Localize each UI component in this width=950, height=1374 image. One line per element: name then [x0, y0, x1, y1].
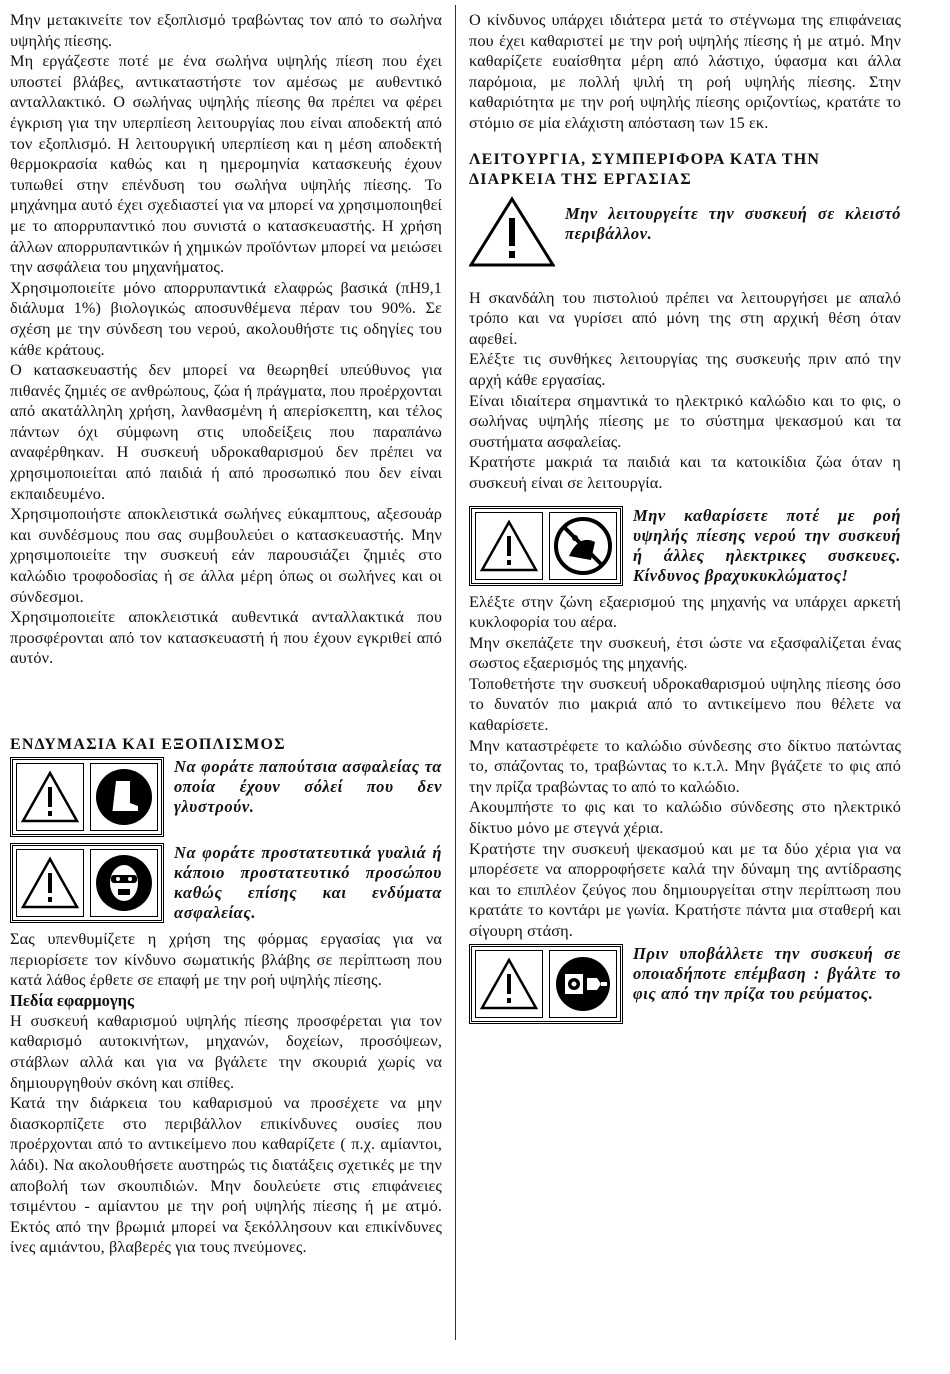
warning-text: Να φοράτε προστατευτικά γυαλιά ή κάποιο προστατευτικό προσώπου καθώς επίσης και ενδύματα ασφαλείας.	[174, 843, 442, 922]
warning-icon-box	[469, 506, 623, 586]
section-heading-clothing: ΕΝΔΥΜΑΣΙΑ ΚΑΙ ΕΞΟΠΛΙΣΜΟΣ	[10, 736, 286, 753]
warning-triangle-icon	[16, 849, 84, 917]
paragraph: Η συσκευή καθαρισμού υψηλής πίεσης προσφέρεται για τον καθαρισμό αυτοκινήτων, μηχανών, δοχείων, προσόψεων, στάβλων αλλά και για να βγάλετε την σκουριά χωρίς να δημιουργηθούν σκόνη και σπίθες.	[10, 1010, 442, 1092]
paragraph: Μη εργάζεστε ποτέ με ένα σωλήνα υψηλής πίεση που έχει υποστεί βλάβες, αντικαταστήστε τον αμέσως με αυθεντικό ανταλλακτικό. Ο σωλήνας υψηλής πίεσης θα πρέπει να φέρει έγκριση για την υπερπίεση λειτουργίας που είναι αποδεκτή από τον εξοπλισμό. Η λειτουργική υπερπίεση και η μέση αποδεκτή θερμοκρασία καθώς και η ημερομηνία κατασκευής έχουν τυπωθεί στην επένδυση του σωλήνα υψηλής πίεσης. Το μηχάνημα αυτό έχει σχεδιαστεί για να μπορεί να χρησιμοποιηθεί με το απορρυπαντικό που συνιστά ο κατασκευαστής. Η χρήση άλλων απορρυπαντικών ή χημικών προϊόντων μπορεί να μειώσει την ασφάλεια του μηχανήματος.	[10, 51, 442, 277]
warning-text: Μην καθαρίσετε ποτέ με ροή υψηλής πίεσης νερού την συσκευή ή άλλες ηλεκτρικες συσκευες. Κίνδυνος βραχυκυκλώματος!	[633, 505, 901, 585]
safety-boots-icon	[90, 763, 158, 831]
left-column	[10, 10, 442, 1258]
warning-triangle-icon	[16, 763, 84, 831]
paragraph: Χρησιμοποιήστε αποκλειστικά σωλήνες εύκαμπτους, αξεσουάρ και συνδέσμους που σας συμβουλεύει ο κατασκευαστής. Μην χρησιμοποιείτε την συσκευή εάν παρουσιάζει ζημιές στο καλώδιο τροφοδοσίας ή σε άλλα μέρη όπως οι σωλήνες και οι σύνδεσμοι.	[10, 504, 442, 606]
warning-icon-box	[469, 944, 623, 1024]
warning-shoes	[10, 757, 442, 837]
warning-triangle-icon	[469, 196, 555, 268]
paragraph: Κρατήστε την συσκευή ψεκασμού και με τα δύο χέρια για να μπορέσετε να απορροφήσετε καλά την δύναμη της αντίδρασης και το επιπλέον ζεύγος που δημιουργείται στην περίπτωση που κρατάτε το κοντάρι με γωνία. Κρατήστε πάντα μια σταθερή και σίγουρη στάση.	[469, 838, 901, 940]
paragraph: Η σκανδάλη του πιστολιού πρέπει να λειτουργήσει με απαλό τρόπο και να γυρίσει από μόνη της στη αρχική θέση όταν αφεθεί.	[469, 287, 901, 348]
paragraph: Κρατήστε μακριά τα παιδιά και τα κατοικίδια ζώα όταν η συσκευή είναι σε λειτουργία.	[469, 452, 901, 492]
section-heading-operation: ΛΕΙΤΟΥΡΓΙΑ, ΣΥΜΠΕΡΙΦΟΡΑ ΚΑΤΑ ΤΗΝ ΔΙΑΡΚΕΙΑ ΤΗΣ ΕΡΓΑΣΙΑΣ	[469, 150, 821, 188]
warning-text: Πριν υποβάλλετε την συσκευή σε οποιαδήποτε επέμβαση : βγάλτε το φις από την πρίζα του ρεύματος.	[633, 943, 901, 1003]
paragraph: Ο κατασκευαστής δεν μπορεί να θεωρηθεί υπεύθυνος για πιθανές ζημιές σε ανθρώπους, ζώα ή πράγματα, που προέρχονται από ακατάλληλη χρήση, λανθασμένη ή απερίσκεπτη, και τέλος πάντων όχι σύμφωνη στις υποδείξεις που παραπάνω αναφέρθηκαν. Η συσκευή υδροκαθαρισμού δεν πρέπει να χρησιμοποιείται από παιδιά ή από προσωπικό που δεν είναι εκπαιδευμένο.	[10, 360, 442, 503]
warning-text: Να φοράτε παπούτσια ασφαλείας τα οποία έχουν σόλεί που δεν γλυστρούν.	[174, 757, 442, 816]
warning-triangle-icon	[475, 512, 543, 580]
warning-text: Μην λειτουργείτε την συσκευή σε κλειστό περιβάλλον.	[565, 203, 901, 243]
paragraph: Κατά την διάρκεια του καθαρισμού να προσέχετε να μην διασκορπίζετε στο περιβάλλον επικίνδυνες ουσίες που προέρχονται από το αντικείμενο που καθαρίζετε ( π.χ. αμίαντοι, λάδι). Να ακολουθήσετε αυστηρώς τις διατάξεις σχετικές με την αποβολή των σκουπιδιών. Μην δουλεύετε στις επιφάνειες τσιμέντου - αμίαντου με την ροή υψηλής πίεσης ή με ατμό. Εκτός από την βρωμιά μπορεί να ξεκόλλησουν και επικίνδυνες ίνες αμιάντου, βλαβερές για τους πνεύμονες.	[10, 1093, 442, 1257]
unplug-icon	[549, 950, 617, 1018]
no-water-on-electrics-icon	[549, 512, 617, 580]
paragraph: Ο κίνδυνος υπάρχει ιδιάτερα μετά το στέγνωμα της επιφάνειας που έχει καθαριστεί με την ροή υψηλής πίεσης ή με ατμό. Μην καθαρίζετε ευαίσθητα μέρη από λάστιχο, ύφασμα και άλλα παρόμοια, με πολλή ψιλή τη ροή υψηλής πίεσης. Στην καθαριότητα με την ροή υψηλής πίεσης οριζοντίως, κρατάτε το στόμιο σε μία ελάχιστη απόσταση των 15 εκ.	[469, 10, 901, 132]
paragraph: Τοποθετήστε την συσκευή υδροκαθαρισμού υψηλης πίεσης όσο το δυνατόν πιο μακριά από το αντικείμενο που θέλετε να καθαρίσετε.	[469, 673, 901, 735]
paragraph: Μην σκεπάζετε την συσκευή, έτσι ώστε να εξασφαλίζεται ένας σωστος εξαερισμός της μηχανής.	[469, 632, 901, 673]
warning-enclosed-space	[469, 196, 901, 268]
paragraph: Ακουμπήστε το φις και το καλώδιο σύνδεσης στο ηλεκτρικό δίκτυο μόνο με στεγνά χέρια.	[469, 797, 901, 838]
paragraph: Σας υπενθυμίζετε η χρήση της φόρμας εργασίας για να περιορίσετε τον κίνδυνο σωματικής βλάβης σε περίπτωση που κατά λάθος έρθετε σε επαφή με την ροή υψηλής πίεσης.	[10, 929, 442, 990]
paragraph: Χρησιμοποιείτε αποκλειστικά αυθεντικά ανταλλακτικά που προσφέρονται από τον κατασκευαστή ή που έχουν εγκριθεί από αυτόν.	[10, 607, 442, 668]
subheading-application-fields: Πεδία εφαρμογης	[10, 990, 134, 1010]
warning-icon-box	[10, 843, 164, 923]
paragraph: Είναι ιδιαίτερα σημαντικά το ηλεκτρικό καλώδιο και το φις, ο σωλήνας υψηλής πίεσης με το σύστημα ψεκασμού και τα συστήματα ασφαλείας.	[469, 390, 901, 451]
right-column	[469, 10, 901, 1030]
warning-icon-box	[10, 757, 164, 837]
paragraph: Μην καταστρέφετε το καλώδιο σύνδεσης στο δίκτυο πατώντας το, σπάζοντας το, τραβώντας το κ.τ.λ. Μην βγάζετε το φις από την πρίζα τραβώντας το από το καλώδιο.	[469, 735, 901, 796]
warning-goggles	[10, 843, 442, 923]
paragraph: Ελέξτε στην ζώνη εξαερισμού της μηχανής να υπάρχει αρκετή κυκλοφορία του αέρα.	[469, 591, 901, 632]
warning-electric	[469, 506, 901, 586]
paragraph: Ελέξτε τις συνθήκες λειτουργίας της συσκευής πριν από την αρχή κάθε εργασίας.	[469, 349, 901, 389]
paragraph: Χρησιμοποιείτε μόνο απορρυπαντικά ελαφρώς βασικά (πΗ9,1 διάλυμα 1%) βιολογικώς αποσυνθέμενα πέραν του 90%. Σε σχέση με την σύνδεση του νερού, ακολουθήστε τις οδηγίες του κάθε κράτους.	[10, 277, 442, 359]
column-divider	[455, 5, 456, 1340]
warning-triangle-icon	[475, 950, 543, 1018]
face-shield-icon	[90, 849, 158, 917]
warning-unplug	[469, 944, 901, 1024]
paragraph: Μην μετακινείτε τον εξοπλισμό τραβώντας τον από το σωλήνα υψηλής πίεσης.	[10, 10, 442, 50]
